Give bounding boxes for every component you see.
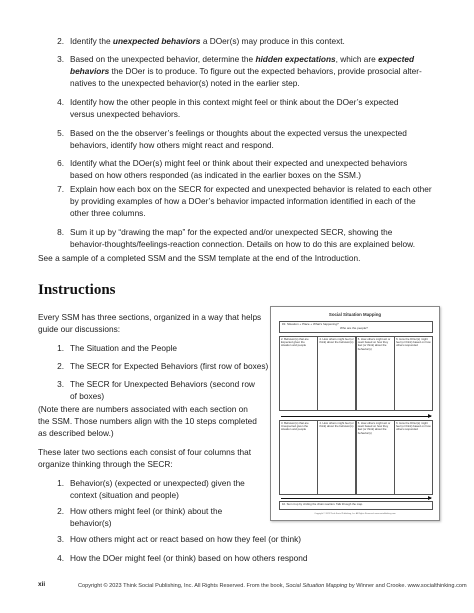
step-emphasis: unexpected behaviors xyxy=(112,36,201,46)
step-line xyxy=(70,139,274,151)
step-number: 5. xyxy=(57,128,64,138)
step-text: the DOer is to produce. To figure out the expected behaviors, provide prosocial alter- xyxy=(109,66,422,77)
thumbnail-cell: 5. How others might act or react based on how they feel (or think) about the behavior(s) xyxy=(356,336,395,411)
columns-item: context (situation and people) xyxy=(70,490,179,501)
thumbnail-cell: 5. How others might act or react based on how they feel (or think) about the behavior(s) xyxy=(356,420,395,495)
step-line xyxy=(70,157,407,169)
step-text: Based on the unexpected behavior, determine the xyxy=(70,54,256,64)
thumbnail-cell: 4. How others might feel (or think) about the behavior(s) xyxy=(317,336,356,411)
thumbnail-who-label: Who are the people? xyxy=(340,326,368,330)
step-text: versus unexpected behaviors. xyxy=(70,109,181,120)
columns-number: 4. xyxy=(57,553,64,563)
thumbnail-arrow-expected xyxy=(281,416,431,417)
columns-item: Behavior(s) (expected or unexpected) given the xyxy=(70,478,245,488)
columns-item: How others might feel (or think) about the xyxy=(70,506,223,516)
step-text: Explain how each box on the SECR for expected and unexpected behavior is related to each other xyxy=(70,184,432,194)
step-text: behavior-thoughts/feelings-reaction connection. Details on how to do this are explained below. xyxy=(70,239,415,250)
step-number: 8. xyxy=(57,227,64,237)
thumbnail-copyright: Copyright © 2023 Think Social Publishing, Inc. All Rights Reserved. www.socialthinking.com xyxy=(314,513,396,515)
step-line xyxy=(70,77,300,89)
instructions-heading: Instructions xyxy=(38,282,116,298)
thumbnail-expected-row xyxy=(279,336,433,411)
step-line xyxy=(70,96,399,108)
step-line xyxy=(70,53,414,65)
sections-item: The SECR for Expected Behaviors (first row of boxes) xyxy=(70,361,269,371)
step-text: a DOer(s) may produce in this context. xyxy=(200,36,345,46)
note-line: the SSM. Those numbers align with the 10 steps completed xyxy=(38,416,257,427)
sections-number: 3. xyxy=(57,379,64,389)
thumbnail-cell: 6. How the DOer(s) might feel (or think) based on how others responded xyxy=(394,336,433,411)
thumbnail-cell: 3. Behavior(s) that are Unexpected given the situation and people xyxy=(279,420,318,495)
thumbnail-situation-box xyxy=(279,321,433,333)
thumbnail-title: Social Situation Mapping xyxy=(328,312,382,317)
footer-text-2: by Winner and Crooke. www.socialthinking.com xyxy=(347,583,467,589)
thumbnail-sum-box: 10. Sum it up by circling the chain reaction. Talk through the map. xyxy=(279,501,433,510)
see-sample-text: See a sample of a completed SSM and the SSM template at the end of the Introduction. xyxy=(38,253,361,263)
step-number: 4. xyxy=(57,97,64,107)
columns-number: 2. xyxy=(57,506,64,516)
sections-number: 1. xyxy=(57,343,64,353)
page-number: xii xyxy=(38,581,46,588)
step-text: other three columns. xyxy=(70,208,146,219)
step-text: Identify what the DOer(s) might feel or think about their expected and unexpected behaviors xyxy=(70,158,408,168)
step-text: behaviors, identify how others might react and respond. xyxy=(70,140,274,151)
columns-item: How the DOer might feel (or think) based on how others respond xyxy=(70,553,308,563)
step-text: Sum it up by “drawing the map” for the expected and/or unexpected SECR, showing the xyxy=(70,227,393,237)
footer-book-title: Social Situation Mapping xyxy=(285,583,348,589)
thumbnail-arrow-unexpected xyxy=(281,498,431,499)
columns-number: 3. xyxy=(57,534,64,544)
footer-text: Copyright © 2023 Think Social Publishing, Inc. All Rights Reserved. From the book, xyxy=(78,583,286,589)
step-number: 7. xyxy=(57,184,64,194)
step-text: natives to the unexpected behavior(s) noted in the earlier step. xyxy=(70,78,300,89)
step-emphasis: hidden expectations xyxy=(255,54,336,64)
sections-item: The SECR for Unexpected Behaviors (second row xyxy=(70,379,255,389)
note-line: as described below.) xyxy=(38,428,114,439)
intro-line: Every SSM has three sections, organized in a way that helps xyxy=(38,312,262,322)
later-line: These later two sections each consist of four columns that xyxy=(38,447,252,457)
step-text: Based on the the observer’s feelings or thoughts about the expected versus the unexpected xyxy=(70,128,407,138)
step-text: , which are xyxy=(335,54,379,64)
thumbnail-cell: 6. How the DOer(s) might feel (or think) based on how others responded xyxy=(394,420,433,495)
columns-item: How others might act or react based on how they feel (or think) xyxy=(70,534,302,544)
step-emphasis: expected xyxy=(378,54,415,64)
later-line: organize thinking through the SECR: xyxy=(38,459,173,470)
step-line xyxy=(70,226,392,238)
step-line xyxy=(70,207,146,219)
step-line xyxy=(70,35,345,47)
thumbnail-situation-label: #1: Situation + Place + What’s happening? xyxy=(282,322,339,326)
step-number: 6. xyxy=(57,158,64,168)
columns-number: 1. xyxy=(57,478,64,488)
thumbnail-cell: 2. Behavior(s) that are Expected given the situation and people xyxy=(279,336,318,411)
sections-number: 2. xyxy=(57,361,64,371)
step-text: Identify the xyxy=(70,36,113,46)
sections-item: The Situation and the People xyxy=(70,343,178,353)
step-line xyxy=(70,238,415,250)
columns-item: behavior(s) xyxy=(70,518,112,529)
step-line xyxy=(70,108,180,120)
step-line xyxy=(70,195,416,207)
step-text: by providing examples of how a DOer’s behavior impacted information identified in each of the xyxy=(70,196,416,207)
step-emphasis: behaviors xyxy=(70,66,110,77)
sections-item: of boxes) xyxy=(70,391,105,402)
note-line: (Note there are numbers associated with each section on xyxy=(38,404,248,414)
thumbnail-cell: 4. How others might feel (or think) about the behavior(s) xyxy=(317,420,356,495)
step-line xyxy=(70,65,422,77)
step-line xyxy=(70,183,432,195)
footer-copyright xyxy=(78,582,467,590)
step-line xyxy=(70,169,361,181)
step-line xyxy=(70,127,407,139)
intro-line: guide our discussions: xyxy=(38,324,121,335)
thumbnail-unexpected-row xyxy=(279,420,433,495)
step-number: 2. xyxy=(57,36,64,46)
step-text: based on how others responded (as indicated in the earlier boxes on the SSM.) xyxy=(70,170,362,181)
step-text: Identify how the other people in this context might feel or think about the DOer’s expected xyxy=(70,97,399,107)
step-number: 3. xyxy=(57,54,64,64)
ssm-template-thumbnail xyxy=(270,306,440,521)
